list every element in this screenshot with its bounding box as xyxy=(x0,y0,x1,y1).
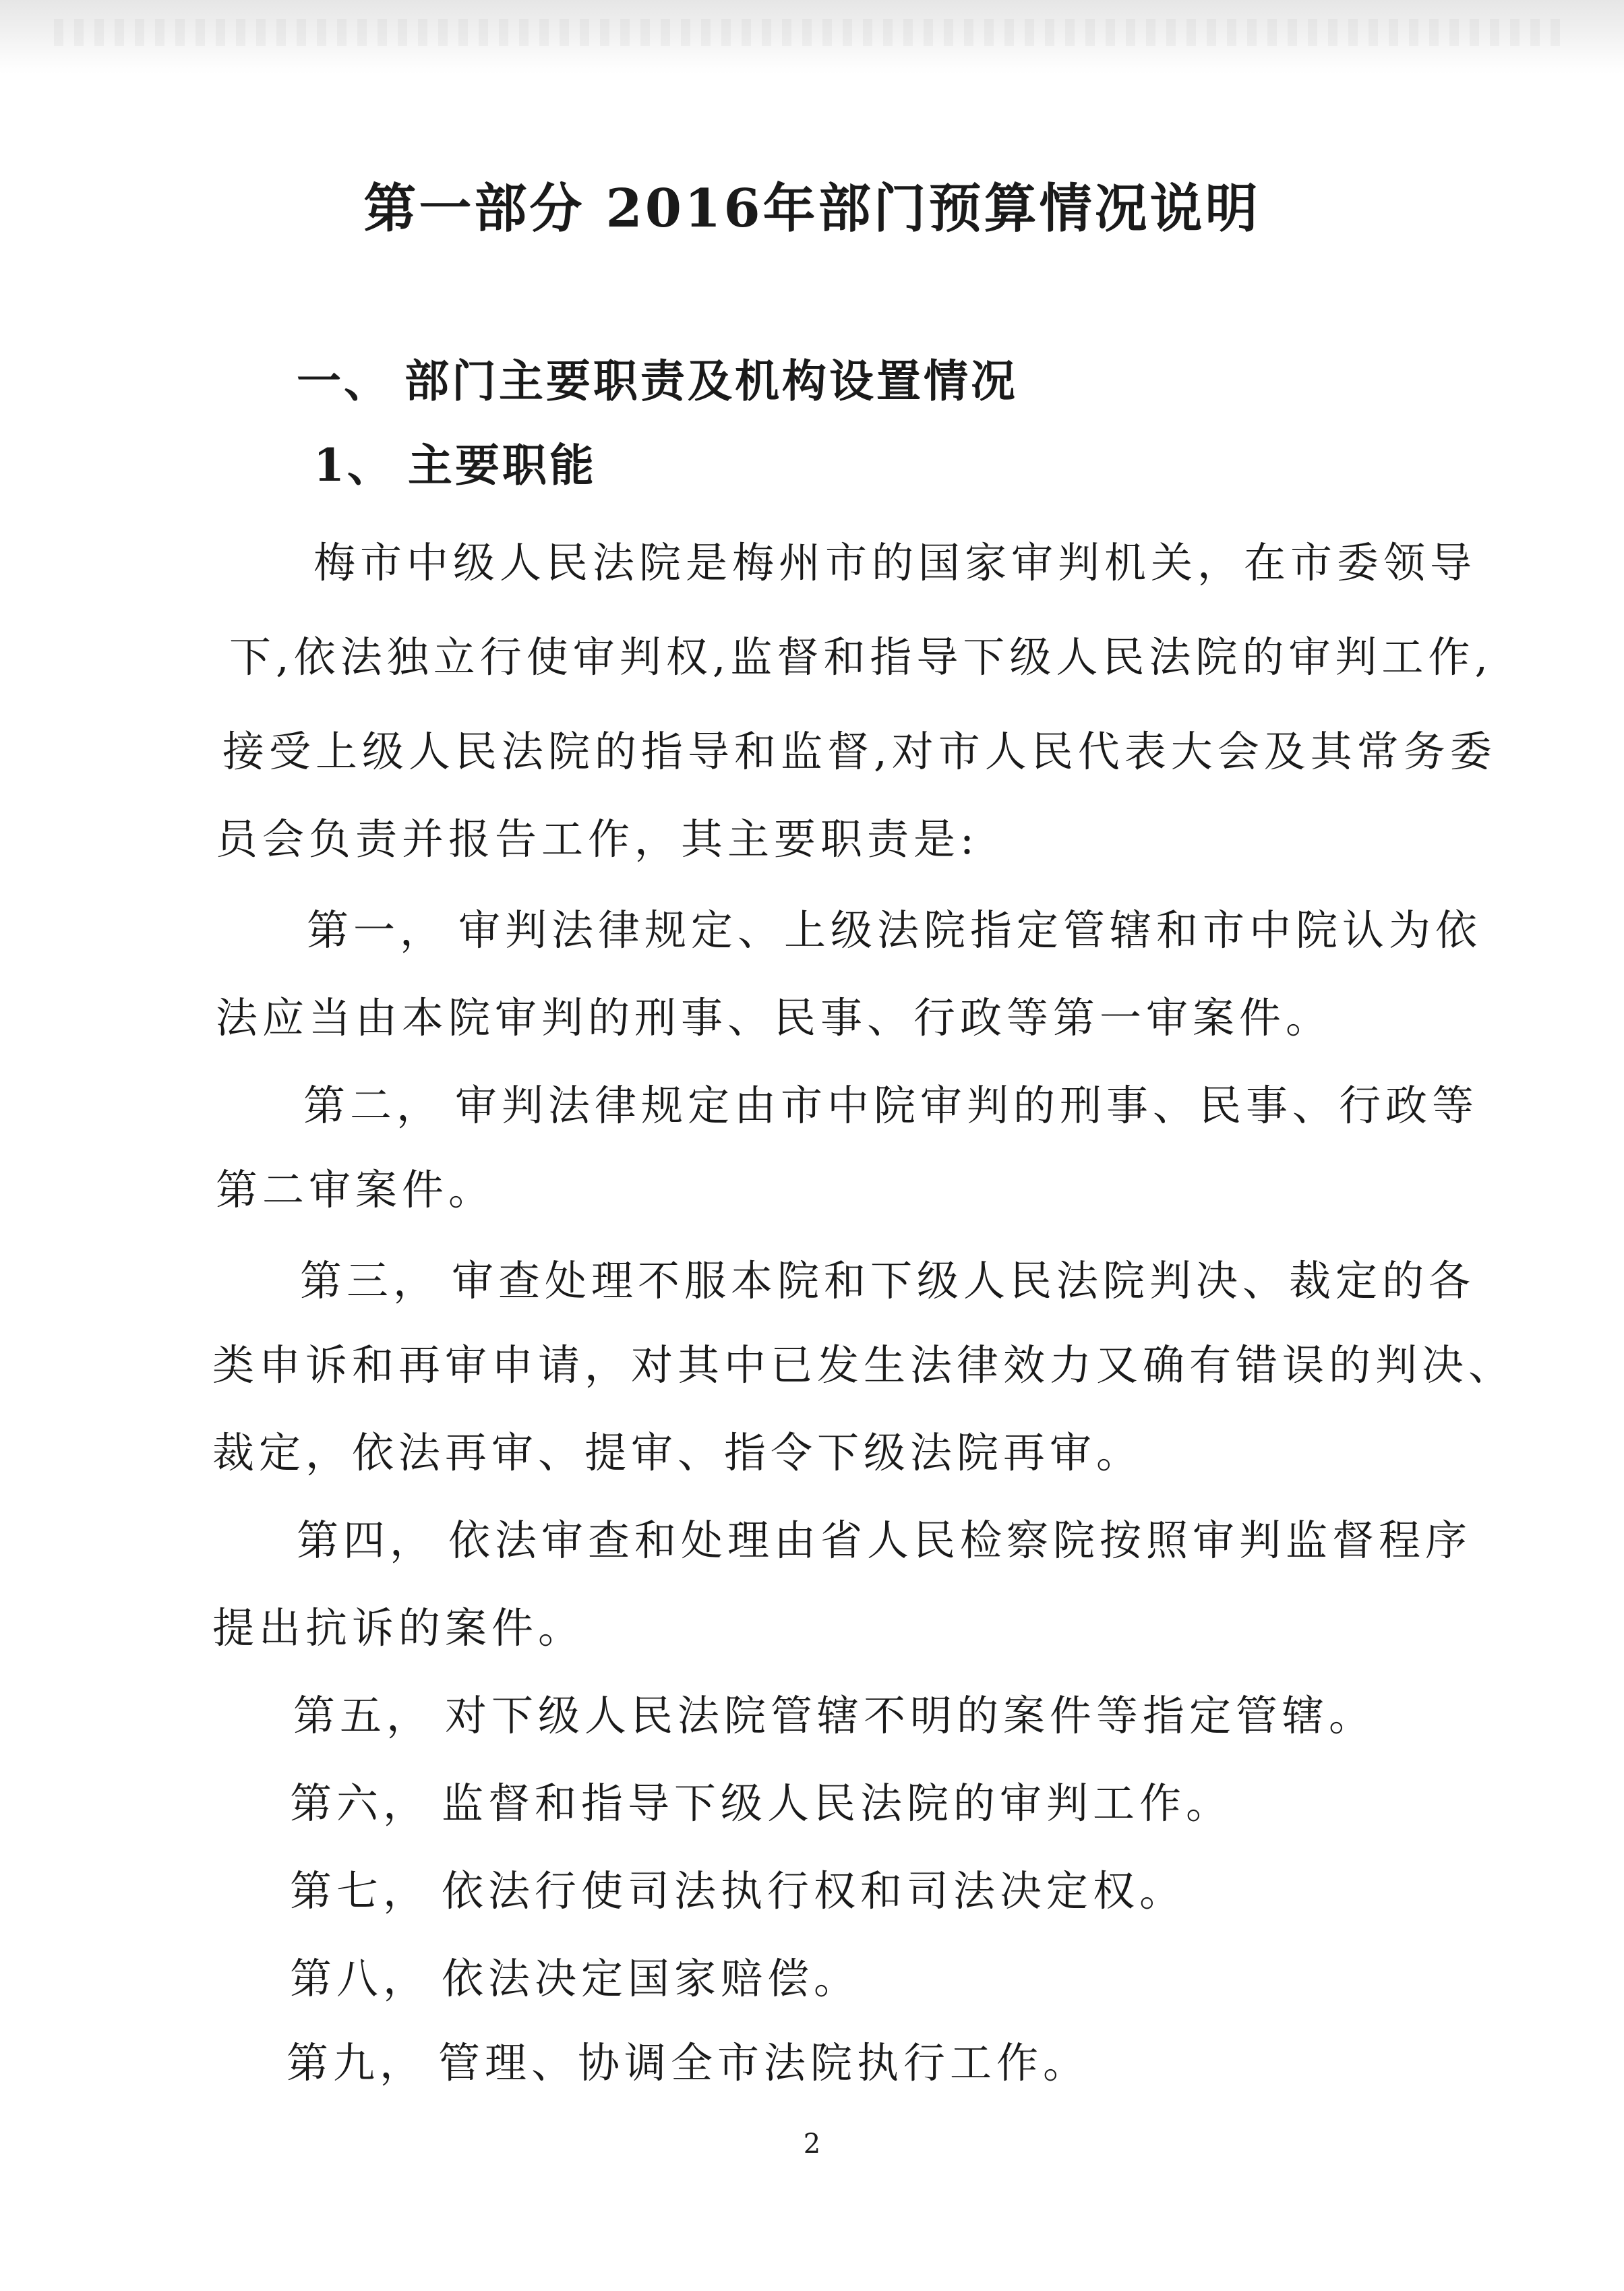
duty-text: 审判法律规定由市中院审判的刑事、民事、行政等 xyxy=(455,1081,1479,1130)
duty-line xyxy=(297,1507,1472,1574)
scan-bleed-through xyxy=(54,19,1570,46)
duty-line xyxy=(290,1857,1186,1925)
duty-line xyxy=(290,1945,860,2013)
section-heading xyxy=(297,347,1018,415)
duty-continuation: 类申诉和再审申请，对其中已发生法律效力又确有错误的判决、 xyxy=(212,1340,1515,1390)
intro-line: 接受上级人民法院的指导和监督,对市人民代表大会及其常务委 xyxy=(222,727,1497,776)
duty-ordinal: 第三， xyxy=(300,1256,440,1305)
intro-line: 梅市中级人民法院是梅州市的国家审判机关，在市委领导 xyxy=(313,538,1477,587)
page-title: 第一部分 2016年部门预算情况说明 xyxy=(363,178,1261,239)
duty-text: 审判法律规定、上级法院指定管辖和市中院认为依 xyxy=(458,905,1482,955)
duty-ordinal: 第七， xyxy=(290,1866,430,1915)
duty-ordinal: 第一， xyxy=(307,905,447,955)
duty-line xyxy=(307,897,1482,964)
intro-line: 员会负责并报告工作，其主要职责是: xyxy=(216,814,979,864)
intro-line: 下,依法独立行使审判权,监督和指导下级人民法院的审判工作, xyxy=(229,632,1493,682)
page-number: 2 xyxy=(803,2129,821,2160)
scan-edge-shadow xyxy=(0,0,1624,74)
duty-continuation: 法应当由本院审判的刑事、民事、行政等第一审案件。 xyxy=(216,993,1333,1042)
duty-text: 审查处理不服本院和下级人民法院判决、裁定的各 xyxy=(452,1256,1476,1305)
duty-continuation: 第二审案件。 xyxy=(216,1165,495,1214)
duty-text: 依法行使司法执行权和司法决定权。 xyxy=(442,1866,1186,1915)
section-title: 部门主要职责及机构设置情况 xyxy=(404,355,1018,407)
subsection-number: 1、 xyxy=(313,439,394,492)
duty-ordinal: 第二， xyxy=(303,1081,444,1130)
duty-text: 依法审查和处理由省人民检察院按照审判监督程序 xyxy=(448,1516,1472,1565)
duty-line xyxy=(287,2029,1089,2097)
duty-line xyxy=(300,1247,1475,1315)
duty-ordinal: 第五， xyxy=(293,1691,433,1740)
subsection-title: 主要职能 xyxy=(408,439,597,492)
duty-ordinal: 第八， xyxy=(290,1954,430,2003)
duty-line xyxy=(303,1072,1478,1139)
duty-text: 管理、协调全市法院执行工作。 xyxy=(438,2038,1090,2087)
duty-ordinal: 第九， xyxy=(287,2038,427,2087)
duty-ordinal: 第四， xyxy=(297,1516,437,1565)
duty-ordinal: 第六， xyxy=(290,1779,430,1828)
duty-continuation: 提出抗诉的案件。 xyxy=(212,1603,585,1653)
duty-text: 监督和指导下级人民法院的审判工作。 xyxy=(442,1779,1233,1828)
section-number: 一、 xyxy=(297,355,391,407)
subsection-heading xyxy=(313,432,597,499)
duty-continuation: 裁定，依法再审、提审、指令下级法院再审。 xyxy=(212,1428,1143,1477)
duty-text: 对下级人民法院管辖不明的案件等指定管辖。 xyxy=(445,1691,1376,1740)
duty-line xyxy=(293,1682,1375,1750)
duty-line xyxy=(290,1770,1232,1837)
duty-text: 依法决定国家赔偿。 xyxy=(442,1954,861,2003)
